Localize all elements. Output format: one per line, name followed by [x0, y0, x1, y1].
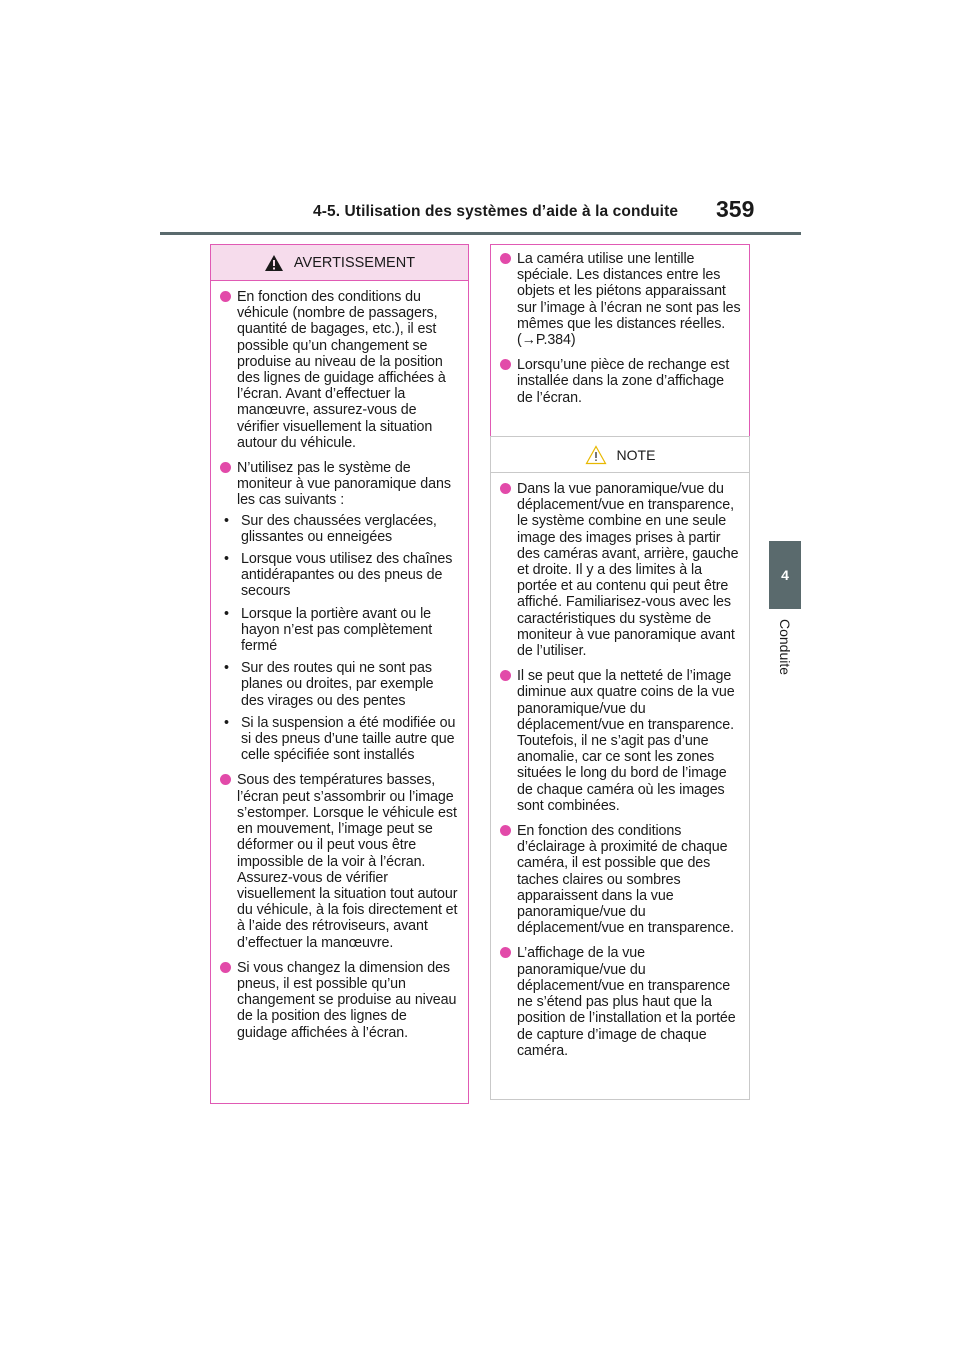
- warning-title: AVERTISSEMENT: [293, 254, 416, 271]
- note-box: [490, 436, 750, 1100]
- note-header: [491, 437, 749, 473]
- bullet-icon: [500, 825, 511, 836]
- page-number: 359: [716, 196, 755, 222]
- warning-sub-item: • Si la suspension a été modifiée ou si des pneus d’une taille autre que celle spécifiée sont installés: [224, 714, 456, 764]
- caution-triangle-icon: [585, 445, 607, 465]
- note-item: En fonction des conditions d’éclairage à proximité de chaque caméra, il est possible que des taches claires ou sombres apparaissent dans la vue panoramique/vue du déplacement/vue en transparence.: [500, 823, 741, 936]
- note-item: Dans la vue panoramique/vue du déplacement/vue en transparence, le système combine en une seule image des images prises à partir des caméras avant, arrière, gauche et droite. Il y a des limites à la portée et au contenu qui peut être affiché. Familiarisez-vous avec les caractéristiques du système de moniteur à vue panoramique avant de l’utiliser.: [500, 481, 741, 659]
- warning-sub-item: • Lorsque la portière avant ou le hayon n’est pas complètement fermé: [224, 605, 433, 655]
- section-title: 4-5. Utilisation des systèmes d’aide à la conduite: [313, 203, 679, 220]
- note-body: [491, 473, 749, 1076]
- warning-item: En fonction des conditions du véhicule (nombre de passagers, quantité de bagages, etc.), il est possible qu’un changement se produise au niveau de la position des lignes de guidage affichées à l’écran. Avant d’effectuer la manœuvre, assurez-vous de vérifier visuellement la situation autour du véhicule.: [220, 289, 460, 451]
- bullet-icon: [500, 947, 511, 958]
- warning-continued-body: [491, 245, 749, 423]
- warning-sub-item: • Lorsque vous utilisez des chaînes antidérapantes ou des pneus de secours: [224, 551, 453, 600]
- warning-item: La caméra utilise une lentille spéciale. Les distances entre les objets et les piétons apparaissant sur l’image à l’écran ne sont pas les mêmes que les distances réelles. (→P.384): [500, 251, 741, 348]
- warning-item: Lorsqu’une pièce de rechange est installée dans la zone d’affichage de l’écran.: [500, 357, 741, 406]
- bullet-icon: [500, 670, 511, 681]
- note-title: NOTE: [616, 446, 656, 463]
- bullet-icon: [220, 462, 231, 473]
- chapter-number: 4: [781, 567, 789, 583]
- bullet-icon: [500, 253, 511, 264]
- warning-sub-item: • Sur des routes qui ne sont pas planes ou droites, par exemple des virages ou des pentes: [224, 660, 434, 709]
- bullet-icon: [220, 962, 231, 973]
- header-divider: [160, 232, 801, 235]
- warning-sub-item: • Sur des chaussées verglacées, glissantes ou enneigées: [224, 512, 437, 545]
- bullet-icon: [220, 291, 231, 302]
- warning-box-continued: [490, 244, 750, 445]
- warning-triangle-icon: [264, 254, 284, 272]
- warning-header: [211, 245, 468, 281]
- note-item: Il se peut que la netteté de l’image diminue aux quatre coins de la vue panoramique/vue du déplacement/vue en transparence. Toutefois, il ne s’agit pas d’une anomalie, car ce sont les zones situées le long du bord de l’image de chaque caméra où les images sont combinées.: [500, 668, 741, 814]
- warning-item: N’utilisez pas le système de moniteur à vue panoramique dans les cas suivants :: [220, 460, 460, 509]
- warning-item: Sous des températures basses, l’écran peut s’assombrir ou l’image s’estomper. Lorsque le véhicule est en mouvement, l’image peut se déformer ou il peut vous être impossible de la voir à l’écran. Assurez-vous de vérifier visuellement la situation tout autour du véhicule, à la fois directement et à l’aide des rétroviseurs, avant d’effectuer la manœuvre.: [220, 772, 460, 950]
- bullet-icon: [500, 483, 511, 494]
- warning-item: Si vous changez la dimension des pneus, il est possible qu’un changement se produise au niveau de la position des lignes de guidage affichées à l’écran.: [220, 960, 460, 1041]
- chapter-label: Conduite: [777, 619, 793, 676]
- warning-body: [211, 281, 468, 1058]
- chapter-tab[interactable]: [769, 541, 801, 609]
- warning-box: [210, 244, 469, 1104]
- note-item: L’affichage de la vue panoramique/vue du déplacement/vue en transparence ne s’étend pas plus haut que la position de l’installation et la portée de capture d’image de chaque caméra.: [500, 945, 741, 1058]
- bullet-icon: [500, 359, 511, 370]
- bullet-icon: [220, 774, 231, 785]
